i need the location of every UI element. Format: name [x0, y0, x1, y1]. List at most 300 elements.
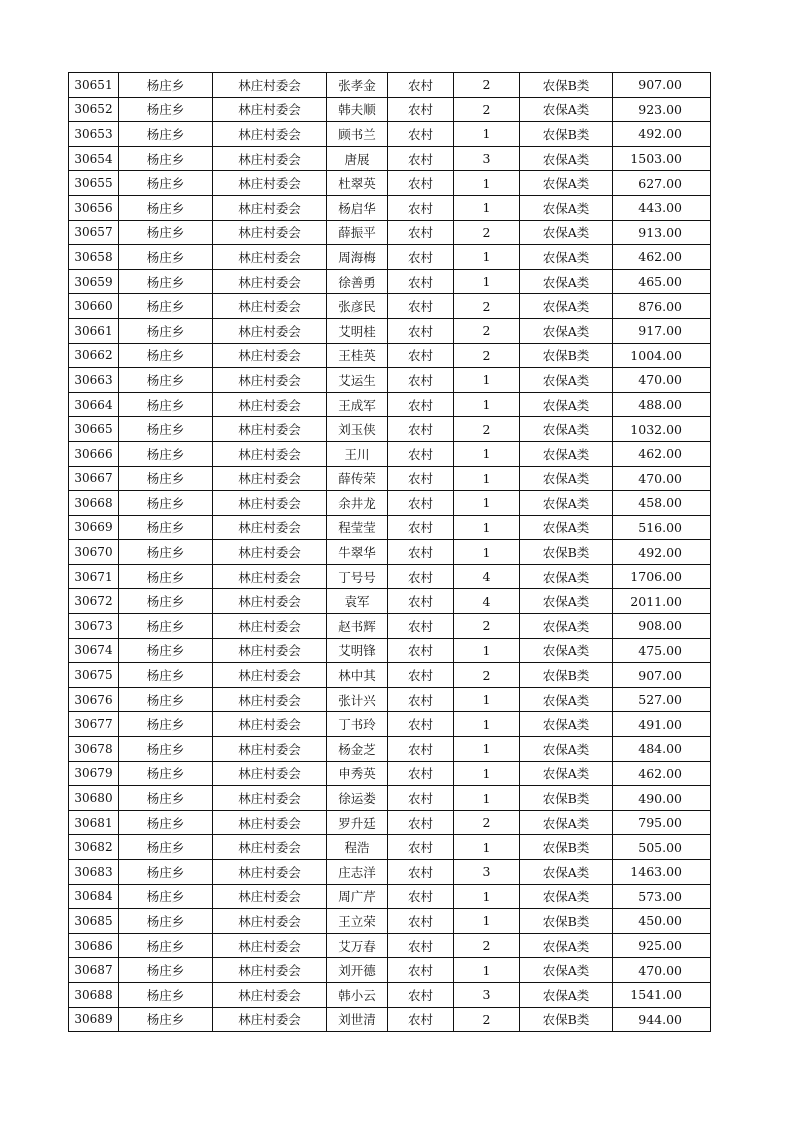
township-cell: 杨庄乡: [119, 491, 213, 516]
table-row: [69, 712, 711, 737]
township-cell: 杨庄乡: [119, 392, 213, 417]
table-row: [69, 195, 711, 220]
insurance-category-cell: 农保A类: [520, 884, 613, 909]
area-type-cell: 农村: [388, 441, 454, 466]
table-row: [69, 663, 711, 688]
person-name-cell: 林中其: [327, 663, 388, 688]
table-row: [69, 687, 711, 712]
insurance-category-cell: 农保A类: [520, 220, 613, 245]
village-committee-cell: 林庄村委会: [213, 318, 327, 343]
table-row: [69, 540, 711, 565]
household-size-cell: 1: [454, 761, 520, 786]
amount-cell: 462.00: [613, 245, 711, 270]
household-size-cell: 1: [454, 171, 520, 196]
amount-cell: 1706.00: [613, 564, 711, 589]
township-cell: 杨庄乡: [119, 122, 213, 147]
amount-cell: 470.00: [613, 368, 711, 393]
insurance-category-cell: 农保A类: [520, 958, 613, 983]
township-cell: 杨庄乡: [119, 97, 213, 122]
record-id-cell: 30679: [69, 761, 119, 786]
insurance-category-cell: 农保A类: [520, 318, 613, 343]
record-id-cell: 30683: [69, 860, 119, 885]
household-size-cell: 2: [454, 417, 520, 442]
township-cell: 杨庄乡: [119, 786, 213, 811]
area-type-cell: 农村: [388, 761, 454, 786]
person-name-cell: 艾万春: [327, 933, 388, 958]
insurance-category-cell: 农保A类: [520, 441, 613, 466]
village-committee-cell: 林庄村委会: [213, 195, 327, 220]
person-name-cell: 刘开德: [327, 958, 388, 983]
amount-cell: 795.00: [613, 810, 711, 835]
insurance-category-cell: 农保A类: [520, 491, 613, 516]
amount-cell: 876.00: [613, 294, 711, 319]
village-committee-cell: 林庄村委会: [213, 663, 327, 688]
village-committee-cell: 林庄村委会: [213, 269, 327, 294]
table-row: [69, 810, 711, 835]
table-row: [69, 884, 711, 909]
table-row: [69, 1007, 711, 1032]
village-committee-cell: 林庄村委会: [213, 146, 327, 171]
household-size-cell: 2: [454, 1007, 520, 1032]
beneficiary-table: [68, 72, 711, 1032]
area-type-cell: 农村: [388, 97, 454, 122]
record-id-cell: 30658: [69, 245, 119, 270]
amount-cell: 505.00: [613, 835, 711, 860]
table-row: [69, 491, 711, 516]
village-committee-cell: 林庄村委会: [213, 810, 327, 835]
village-committee-cell: 林庄村委会: [213, 515, 327, 540]
household-size-cell: 1: [454, 786, 520, 811]
insurance-category-cell: 农保A类: [520, 982, 613, 1007]
record-id-cell: 30669: [69, 515, 119, 540]
amount-cell: 458.00: [613, 491, 711, 516]
person-name-cell: 申秀英: [327, 761, 388, 786]
household-size-cell: 4: [454, 589, 520, 614]
table-row: [69, 343, 711, 368]
person-name-cell: 牛翠华: [327, 540, 388, 565]
area-type-cell: 农村: [388, 810, 454, 835]
village-committee-cell: 林庄村委会: [213, 933, 327, 958]
area-type-cell: 农村: [388, 933, 454, 958]
amount-cell: 484.00: [613, 737, 711, 762]
record-id-cell: 30672: [69, 589, 119, 614]
household-size-cell: 4: [454, 564, 520, 589]
township-cell: 杨庄乡: [119, 343, 213, 368]
household-size-cell: 1: [454, 441, 520, 466]
record-id-cell: 30653: [69, 122, 119, 147]
village-committee-cell: 林庄村委会: [213, 982, 327, 1007]
person-name-cell: 薛振平: [327, 220, 388, 245]
amount-cell: 1503.00: [613, 146, 711, 171]
amount-cell: 573.00: [613, 884, 711, 909]
area-type-cell: 农村: [388, 417, 454, 442]
table-row: [69, 392, 711, 417]
insurance-category-cell: 农保B类: [520, 663, 613, 688]
village-committee-cell: 林庄村委会: [213, 761, 327, 786]
person-name-cell: 徐运娄: [327, 786, 388, 811]
record-id-cell: 30659: [69, 269, 119, 294]
village-committee-cell: 林庄村委会: [213, 441, 327, 466]
person-name-cell: 杜翠英: [327, 171, 388, 196]
area-type-cell: 农村: [388, 146, 454, 171]
table-row: [69, 97, 711, 122]
table-row: [69, 146, 711, 171]
insurance-category-cell: 农保A类: [520, 761, 613, 786]
village-committee-cell: 林庄村委会: [213, 392, 327, 417]
record-id-cell: 30689: [69, 1007, 119, 1032]
amount-cell: 925.00: [613, 933, 711, 958]
area-type-cell: 农村: [388, 614, 454, 639]
insurance-category-cell: 农保A类: [520, 810, 613, 835]
township-cell: 杨庄乡: [119, 515, 213, 540]
table-row: [69, 982, 711, 1007]
township-cell: 杨庄乡: [119, 269, 213, 294]
household-size-cell: 2: [454, 220, 520, 245]
village-committee-cell: 林庄村委会: [213, 466, 327, 491]
amount-cell: 490.00: [613, 786, 711, 811]
table-row: [69, 171, 711, 196]
person-name-cell: 袁军: [327, 589, 388, 614]
township-cell: 杨庄乡: [119, 810, 213, 835]
insurance-category-cell: 农保A类: [520, 712, 613, 737]
table-row: [69, 564, 711, 589]
township-cell: 杨庄乡: [119, 466, 213, 491]
amount-cell: 907.00: [613, 73, 711, 98]
township-cell: 杨庄乡: [119, 761, 213, 786]
area-type-cell: 农村: [388, 564, 454, 589]
record-id-cell: 30675: [69, 663, 119, 688]
person-name-cell: 丁书玲: [327, 712, 388, 737]
table-row: [69, 220, 711, 245]
record-id-cell: 30664: [69, 392, 119, 417]
household-size-cell: 1: [454, 245, 520, 270]
record-id-cell: 30670: [69, 540, 119, 565]
area-type-cell: 农村: [388, 466, 454, 491]
table-row: [69, 318, 711, 343]
table-row: [69, 294, 711, 319]
area-type-cell: 农村: [388, 589, 454, 614]
village-committee-cell: 林庄村委会: [213, 245, 327, 270]
household-size-cell: 2: [454, 318, 520, 343]
person-name-cell: 王川: [327, 441, 388, 466]
area-type-cell: 农村: [388, 122, 454, 147]
area-type-cell: 农村: [388, 195, 454, 220]
household-size-cell: 3: [454, 860, 520, 885]
household-size-cell: 1: [454, 958, 520, 983]
record-id-cell: 30661: [69, 318, 119, 343]
insurance-category-cell: 农保A类: [520, 368, 613, 393]
area-type-cell: 农村: [388, 687, 454, 712]
person-name-cell: 杨金芝: [327, 737, 388, 762]
township-cell: 杨庄乡: [119, 589, 213, 614]
record-id-cell: 30667: [69, 466, 119, 491]
person-name-cell: 余井龙: [327, 491, 388, 516]
area-type-cell: 农村: [388, 220, 454, 245]
amount-cell: 462.00: [613, 441, 711, 466]
household-size-cell: 2: [454, 614, 520, 639]
area-type-cell: 农村: [388, 392, 454, 417]
amount-cell: 516.00: [613, 515, 711, 540]
household-size-cell: 1: [454, 368, 520, 393]
township-cell: 杨庄乡: [119, 294, 213, 319]
record-id-cell: 30651: [69, 73, 119, 98]
township-cell: 杨庄乡: [119, 860, 213, 885]
person-name-cell: 韩小云: [327, 982, 388, 1007]
township-cell: 杨庄乡: [119, 146, 213, 171]
area-type-cell: 农村: [388, 663, 454, 688]
area-type-cell: 农村: [388, 171, 454, 196]
table-body: [69, 73, 711, 1032]
person-name-cell: 张计兴: [327, 687, 388, 712]
area-type-cell: 农村: [388, 343, 454, 368]
insurance-category-cell: 农保A类: [520, 466, 613, 491]
household-size-cell: 1: [454, 269, 520, 294]
record-id-cell: 30654: [69, 146, 119, 171]
amount-cell: 491.00: [613, 712, 711, 737]
area-type-cell: 农村: [388, 835, 454, 860]
village-committee-cell: 林庄村委会: [213, 171, 327, 196]
record-id-cell: 30674: [69, 638, 119, 663]
village-committee-cell: 林庄村委会: [213, 786, 327, 811]
village-committee-cell: 林庄村委会: [213, 368, 327, 393]
area-type-cell: 农村: [388, 294, 454, 319]
record-id-cell: 30666: [69, 441, 119, 466]
village-committee-cell: 林庄村委会: [213, 122, 327, 147]
table-row: [69, 860, 711, 885]
record-id-cell: 30681: [69, 810, 119, 835]
table-row: [69, 638, 711, 663]
township-cell: 杨庄乡: [119, 982, 213, 1007]
person-name-cell: 周广芹: [327, 884, 388, 909]
township-cell: 杨庄乡: [119, 835, 213, 860]
township-cell: 杨庄乡: [119, 884, 213, 909]
table-row: [69, 909, 711, 934]
village-committee-cell: 林庄村委会: [213, 491, 327, 516]
village-committee-cell: 林庄村委会: [213, 614, 327, 639]
table-row: [69, 122, 711, 147]
person-name-cell: 艾明桂: [327, 318, 388, 343]
insurance-category-cell: 农保B类: [520, 73, 613, 98]
amount-cell: 627.00: [613, 171, 711, 196]
table-row: [69, 933, 711, 958]
household-size-cell: 1: [454, 638, 520, 663]
amount-cell: 908.00: [613, 614, 711, 639]
township-cell: 杨庄乡: [119, 441, 213, 466]
village-committee-cell: 林庄村委会: [213, 417, 327, 442]
amount-cell: 944.00: [613, 1007, 711, 1032]
insurance-category-cell: 农保A类: [520, 687, 613, 712]
person-name-cell: 王成军: [327, 392, 388, 417]
household-size-cell: 2: [454, 294, 520, 319]
record-id-cell: 30657: [69, 220, 119, 245]
table-row: [69, 269, 711, 294]
person-name-cell: 艾运生: [327, 368, 388, 393]
household-size-cell: 3: [454, 146, 520, 171]
area-type-cell: 农村: [388, 318, 454, 343]
amount-cell: 1541.00: [613, 982, 711, 1007]
record-id-cell: 30663: [69, 368, 119, 393]
village-committee-cell: 林庄村委会: [213, 73, 327, 98]
township-cell: 杨庄乡: [119, 245, 213, 270]
household-size-cell: 2: [454, 97, 520, 122]
area-type-cell: 农村: [388, 368, 454, 393]
record-id-cell: 30676: [69, 687, 119, 712]
amount-cell: 527.00: [613, 687, 711, 712]
township-cell: 杨庄乡: [119, 712, 213, 737]
township-cell: 杨庄乡: [119, 687, 213, 712]
amount-cell: 907.00: [613, 663, 711, 688]
township-cell: 杨庄乡: [119, 318, 213, 343]
household-size-cell: 1: [454, 909, 520, 934]
insurance-category-cell: 农保A类: [520, 417, 613, 442]
record-id-cell: 30685: [69, 909, 119, 934]
record-id-cell: 30682: [69, 835, 119, 860]
amount-cell: 488.00: [613, 392, 711, 417]
record-id-cell: 30677: [69, 712, 119, 737]
person-name-cell: 程莹莹: [327, 515, 388, 540]
household-size-cell: 1: [454, 540, 520, 565]
person-name-cell: 罗升廷: [327, 810, 388, 835]
insurance-category-cell: 农保A类: [520, 294, 613, 319]
village-committee-cell: 林庄村委会: [213, 909, 327, 934]
township-cell: 杨庄乡: [119, 171, 213, 196]
household-size-cell: 2: [454, 73, 520, 98]
person-name-cell: 庄志洋: [327, 860, 388, 885]
table-row: [69, 515, 711, 540]
record-id-cell: 30656: [69, 195, 119, 220]
household-size-cell: 1: [454, 195, 520, 220]
area-type-cell: 农村: [388, 958, 454, 983]
record-id-cell: 30684: [69, 884, 119, 909]
household-size-cell: 2: [454, 933, 520, 958]
person-name-cell: 王桂英: [327, 343, 388, 368]
township-cell: 杨庄乡: [119, 1007, 213, 1032]
person-name-cell: 赵书辉: [327, 614, 388, 639]
amount-cell: 492.00: [613, 122, 711, 147]
insurance-category-cell: 农保A类: [520, 638, 613, 663]
township-cell: 杨庄乡: [119, 909, 213, 934]
village-committee-cell: 林庄村委会: [213, 540, 327, 565]
insurance-category-cell: 农保A类: [520, 737, 613, 762]
table-row: [69, 737, 711, 762]
village-committee-cell: 林庄村委会: [213, 564, 327, 589]
village-committee-cell: 林庄村委会: [213, 860, 327, 885]
village-committee-cell: 林庄村委会: [213, 835, 327, 860]
person-name-cell: 丁号号: [327, 564, 388, 589]
amount-cell: 462.00: [613, 761, 711, 786]
insurance-category-cell: 农保B类: [520, 343, 613, 368]
person-name-cell: 周海梅: [327, 245, 388, 270]
household-size-cell: 1: [454, 515, 520, 540]
township-cell: 杨庄乡: [119, 220, 213, 245]
township-cell: 杨庄乡: [119, 564, 213, 589]
table-row: [69, 786, 711, 811]
person-name-cell: 薛传荣: [327, 466, 388, 491]
area-type-cell: 农村: [388, 737, 454, 762]
table-row: [69, 958, 711, 983]
record-id-cell: 30652: [69, 97, 119, 122]
record-id-cell: 30668: [69, 491, 119, 516]
area-type-cell: 农村: [388, 540, 454, 565]
amount-cell: 1032.00: [613, 417, 711, 442]
person-name-cell: 顾书兰: [327, 122, 388, 147]
record-id-cell: 30660: [69, 294, 119, 319]
household-size-cell: 1: [454, 392, 520, 417]
household-size-cell: 1: [454, 712, 520, 737]
amount-cell: 917.00: [613, 318, 711, 343]
person-name-cell: 杨启华: [327, 195, 388, 220]
insurance-category-cell: 农保A类: [520, 245, 613, 270]
record-id-cell: 30687: [69, 958, 119, 983]
household-size-cell: 1: [454, 466, 520, 491]
amount-cell: 465.00: [613, 269, 711, 294]
amount-cell: 475.00: [613, 638, 711, 663]
person-name-cell: 程浩: [327, 835, 388, 860]
township-cell: 杨庄乡: [119, 195, 213, 220]
table-row: [69, 761, 711, 786]
amount-cell: 923.00: [613, 97, 711, 122]
village-committee-cell: 林庄村委会: [213, 712, 327, 737]
person-name-cell: 王立荣: [327, 909, 388, 934]
area-type-cell: 农村: [388, 269, 454, 294]
area-type-cell: 农村: [388, 245, 454, 270]
township-cell: 杨庄乡: [119, 933, 213, 958]
person-name-cell: 艾明锋: [327, 638, 388, 663]
household-size-cell: 3: [454, 982, 520, 1007]
table-row: [69, 614, 711, 639]
village-committee-cell: 林庄村委会: [213, 638, 327, 663]
amount-cell: 1463.00: [613, 860, 711, 885]
record-id-cell: 30686: [69, 933, 119, 958]
insurance-category-cell: 农保A类: [520, 392, 613, 417]
insurance-category-cell: 农保B类: [520, 909, 613, 934]
township-cell: 杨庄乡: [119, 540, 213, 565]
insurance-category-cell: 农保A类: [520, 564, 613, 589]
village-committee-cell: 林庄村委会: [213, 97, 327, 122]
area-type-cell: 农村: [388, 909, 454, 934]
village-committee-cell: 林庄村委会: [213, 1007, 327, 1032]
area-type-cell: 农村: [388, 491, 454, 516]
insurance-category-cell: 农保A类: [520, 171, 613, 196]
table-row: [69, 73, 711, 98]
area-type-cell: 农村: [388, 884, 454, 909]
record-id-cell: 30671: [69, 564, 119, 589]
household-size-cell: 1: [454, 884, 520, 909]
household-size-cell: 1: [454, 491, 520, 516]
area-type-cell: 农村: [388, 73, 454, 98]
record-id-cell: 30655: [69, 171, 119, 196]
insurance-category-cell: 农保A类: [520, 97, 613, 122]
household-size-cell: 2: [454, 663, 520, 688]
household-size-cell: 1: [454, 737, 520, 762]
amount-cell: 913.00: [613, 220, 711, 245]
amount-cell: 443.00: [613, 195, 711, 220]
record-id-cell: 30673: [69, 614, 119, 639]
township-cell: 杨庄乡: [119, 958, 213, 983]
amount-cell: 470.00: [613, 958, 711, 983]
person-name-cell: 刘玉侠: [327, 417, 388, 442]
insurance-category-cell: 农保A类: [520, 860, 613, 885]
person-name-cell: 唐展: [327, 146, 388, 171]
household-size-cell: 2: [454, 810, 520, 835]
table-row: [69, 835, 711, 860]
table-row: [69, 417, 711, 442]
amount-cell: 470.00: [613, 466, 711, 491]
insurance-category-cell: 农保B类: [520, 786, 613, 811]
household-size-cell: 1: [454, 122, 520, 147]
insurance-category-cell: 农保A类: [520, 195, 613, 220]
township-cell: 杨庄乡: [119, 638, 213, 663]
